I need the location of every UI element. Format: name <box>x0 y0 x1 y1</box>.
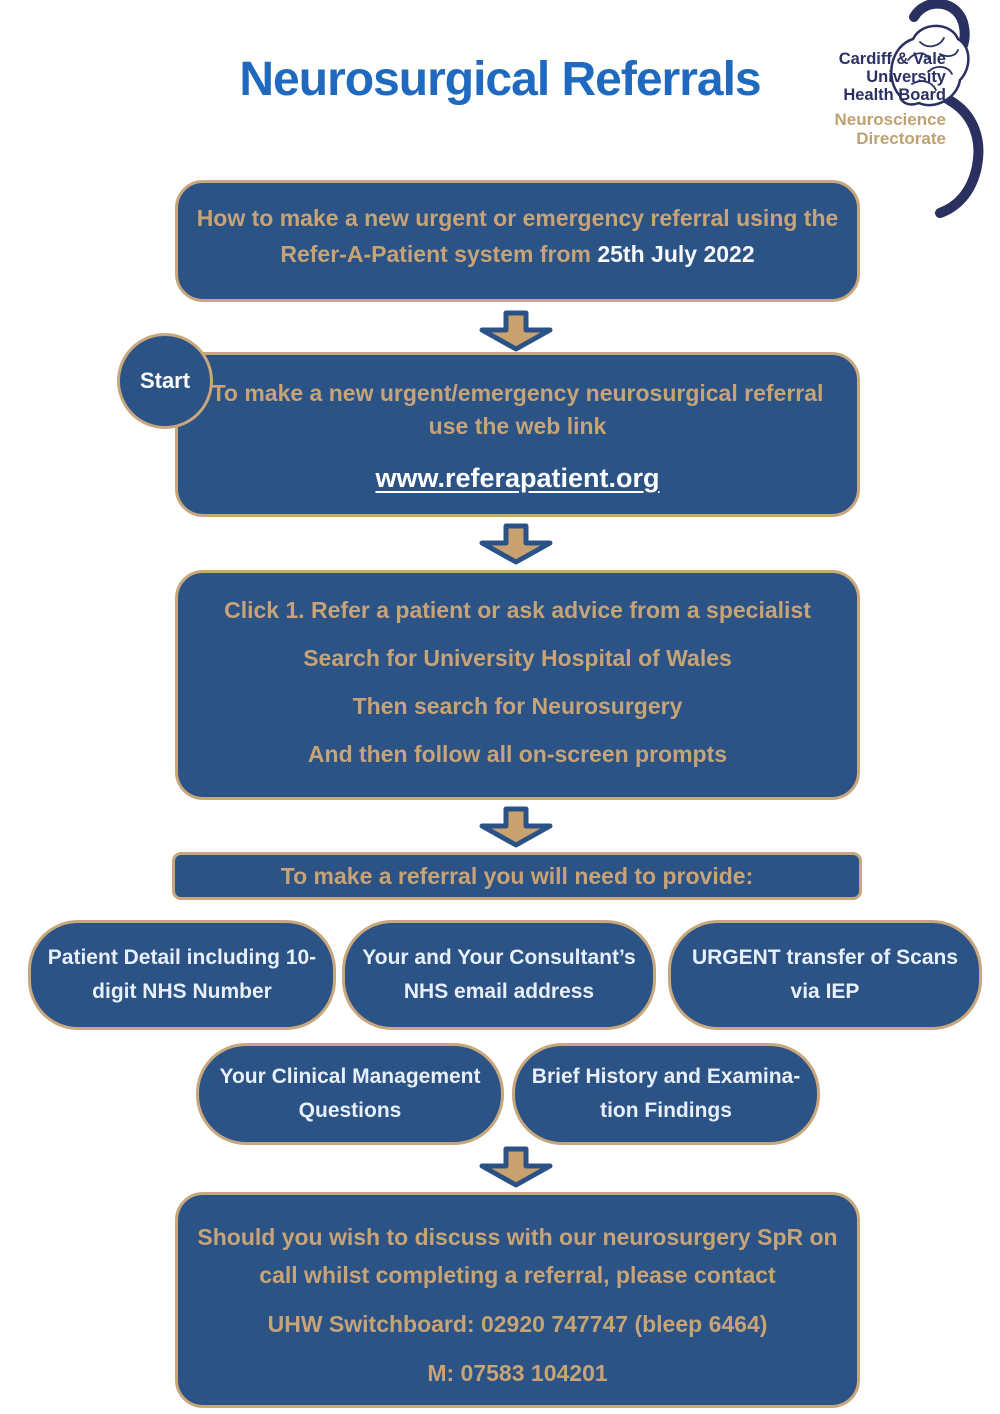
intro-box <box>175 180 860 302</box>
steps-box <box>175 570 860 800</box>
requirement-bubble-email: Your and Your Consultant’s NHS email address <box>342 920 656 1030</box>
down-arrow-icon <box>476 523 556 565</box>
start-date: 25th July 2022 <box>597 241 755 267</box>
cardiff-vale-uhb-logo <box>828 0 1000 218</box>
requirement-bubble-history: Brief History and Examina- tion Findings <box>512 1043 820 1145</box>
contact-line-2: call whilst completing a referral, please contact <box>259 1262 776 1288</box>
referapatient-link[interactable]: www.referapatient.org <box>375 463 660 493</box>
weblink-line-1: To make a new urgent/emergency neurosurgical referral <box>211 380 824 406</box>
weblink-line-2: use the web link <box>428 413 607 439</box>
brain-spine-icon <box>828 0 1000 218</box>
down-arrow-icon <box>476 310 556 352</box>
requirement-bubble-scans: URGENT transfer of Scans via IEP <box>668 920 982 1030</box>
down-arrow-icon <box>476 1146 556 1188</box>
requirements-header: To make a referral you will need to provide: <box>172 852 862 900</box>
intro-line-1: How to make a new urgent or emergency referral using the <box>196 205 839 231</box>
requirement-bubble-nhs-number: Patient Detail including 10- digit NHS Number <box>28 920 336 1030</box>
start-label: Start <box>139 368 191 393</box>
health-board-name: Cardiff & Vale University Health Board <box>838 50 946 104</box>
requirement-bubble-questions: Your Clinical Management Questions <box>196 1043 504 1145</box>
intro-line-2: Refer-A-Patient system from 25th July 2022 <box>280 241 755 267</box>
down-arrow-icon <box>476 806 556 848</box>
switchboard-number: UHW Switchboard: 02920 747747 (bleep 6464) <box>267 1311 768 1337</box>
weblink-box <box>175 352 860 517</box>
step-line-2: Search for University Hospital of Wales <box>303 645 732 671</box>
mobile-number: M: 07583 104201 <box>427 1360 608 1386</box>
page-title: Neurosurgical Referrals <box>239 53 761 106</box>
directorate-name: Neuroscience Directorate <box>834 110 946 148</box>
contact-line-1: Should you wish to discuss with our neurosurgery SpR on <box>197 1224 838 1250</box>
step-line-1: Click 1. Refer a patient or ask advice from a specialist <box>224 597 811 623</box>
step-line-4: And then follow all on-screen prompts <box>307 741 728 767</box>
contact-box <box>175 1192 860 1408</box>
start-node <box>117 333 213 429</box>
step-line-3: Then search for Neurosurgery <box>352 693 683 719</box>
